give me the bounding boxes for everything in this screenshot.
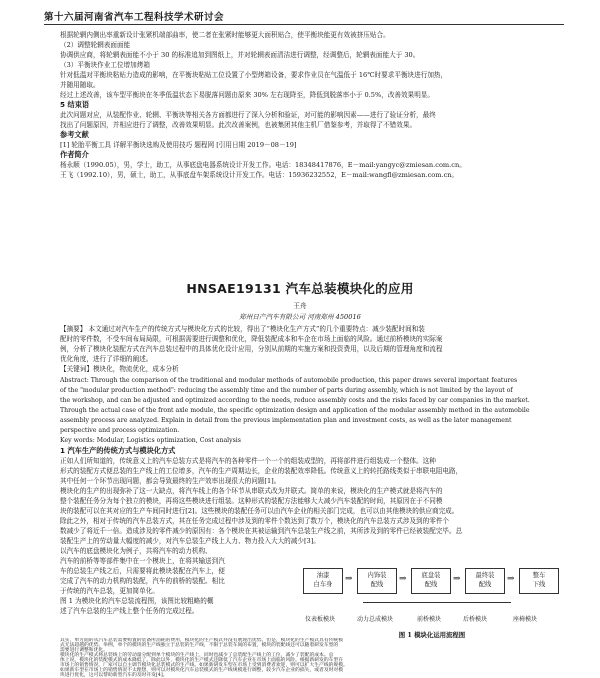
body-line: 汽车的前桥等等部件集中在一个模块上，在将其输送到汽 [60, 557, 225, 565]
flow-box-label: 最终装 配线 [475, 572, 495, 588]
prev-line: 针对低温对平衡块粘贴力造成的影响，在平衡块粘贴工位设置了小型烤箱设备，要求作业员在气温低于 16℃时要求平衡块进行加热， [60, 71, 448, 79]
abstract-en-line: of the "modular production method": reducing the assembly time and the number of parts during assembly, which is not limited by the layout of [60, 387, 513, 394]
flow-box-label: 整车 下线 [532, 572, 546, 588]
abstract-en-line: the workshop, and can be adjusted and optimized according to the needs, reduce assembly costs and the risks faced by car companies in the market. [60, 397, 530, 404]
article-title: HNSAE19131 汽车总装模块化的应用 [186, 281, 414, 296]
flow-arrow-icon: ⇒ [453, 574, 461, 584]
abstract-en-line: Through the actual case of the front axle module, the specific optimization design and application of the modular assembly method in the automobile [60, 407, 530, 414]
flow-arrow-icon: ⇒ [507, 574, 515, 584]
keywords-cn: 【关键词】模块化，物流优化，成本分析 [60, 365, 179, 373]
abstract-cn [60, 324, 554, 374]
conclusion-line: 找出了问题原因，并相应进行了调整，改善效果明显。此次改善案例，也被集团其他主机厂借鉴参考，并取得了不错效果。 [60, 121, 417, 129]
prev-line: （3）平衡块作业工位增加烤箱 [60, 61, 150, 69]
abstract-en-line: assembly process are analyzed. Explain in detail from the previous implementation plan and investment costs, as well as the later management [60, 417, 512, 424]
body-line: 其实，单方面的从汽车总装需要购置的装备所消耗的费用，模块化的生产模式并没有展现出优势。但是，模块化的生产模式具有传统模 [60, 638, 344, 643]
body-line: 体上说，模块化的装配模式的成本降低了。除此以外，模块化的生产模式还降低了汽车企业在市场上面临的风险。根据新研发的车型在 [60, 658, 344, 663]
flow-arrow-icon: ⇒ [399, 574, 407, 584]
module-label: 动力总成模块 [357, 616, 394, 623]
left-column-text [60, 546, 298, 616]
prev-line: （2）调整轮辋表面面能 [60, 41, 131, 49]
section-1 [60, 446, 554, 546]
running-header: 第十六届河南省汽车工程科技学术研讨会 [44, 12, 225, 23]
body-line: 模块化的生产的出现弥补了这一大缺点，将汽车线上的各个环节从串联式改为并联式。简单的来说，模块化的生产模式就是将汽车的 [60, 487, 443, 495]
abstract-cn-line: 配时的零件数，不受车间布局局限，可根据需要进行调整和优化，降低装配成本和车企在市场上面临的风险。通过前桥模块的实际案 [60, 335, 443, 343]
section-1-continued [60, 638, 554, 678]
flow-box-label: 油漆 白车身 [313, 572, 333, 588]
body-line: 图 1 为模块化的汽车总装流程图，该图比较粗略的概 [60, 597, 214, 605]
header-rule [44, 24, 564, 25]
prev-line: 并随用随取。 [60, 81, 100, 89]
flow-box-paint-body [303, 568, 343, 594]
prev-line: 经过上述改善，该车型平衡块在冬季低温状态下易脱落问题由原来 30% 左右现降至，降低到脱落率小于 0.5%，改善效果明显。 [60, 91, 434, 99]
abstract-cn-line: 优化角度，进行了详细的阐述。 [60, 355, 153, 363]
abstract-en-line: perspective and process optimization. [60, 427, 180, 434]
keywords-en: Key words: Modular, Logistics optimization, Cost analysis [60, 437, 241, 444]
reference-item: [1] 轮胎平衡工具 详解平衡块选购及使用技巧 题程网 [引用日期 2019－08－19] [60, 141, 297, 149]
prev-article-body [60, 30, 554, 180]
authors-heading: 作者简介 [60, 150, 89, 159]
module-label: 前桥模块 [417, 616, 442, 623]
references-heading: 参考文献 [60, 130, 89, 139]
body-line: 如果新车型在市场上的销售情况不太理想，则可以对模块化汽车总装模式的生产线规模进行调整，较少汽车企业的损失，或者及时对模 [60, 668, 344, 673]
body-line: 需要进行调整和优化。 [60, 648, 108, 653]
abstract-en-line: Abstract: Through the comparison of the traditional and modular methods of automobile production, this paper draws several important features [60, 377, 518, 384]
body-line: 整个装配任务分为每个独立的模块，再将这些模块进行组装。这种形式的装配方法能够大大减少汽车装配的时间，其原因在于不同模 [60, 497, 443, 505]
body-line: 除此之外，相对于传统的汽车总装方式，其在任务完成过程中涉及到的零件个数达到了数万个，模块化的汽车总装方式涉及到的零件个 [60, 517, 450, 525]
body-line: 正如人们所知道的，传统意义上的汽车总装方式是将汽车的各种零件一个一个的组装成型的，再将部件进行组装成一个整体。这种 [60, 457, 436, 465]
body-line: 以汽车的底盘模块化为例子，共将汽车的动力机构、 [60, 547, 212, 555]
module-label: 座椅模块 [513, 616, 538, 623]
figure-1 [303, 558, 561, 628]
body-line: 装配生产上的劳动量大幅度的减少，对汽车总装生产线上人力、物力投入大大的减少[3]。 [60, 537, 320, 545]
flow-box-interior-line [357, 568, 397, 594]
author-bio: 杨永顺（1990.05），男，学士，助工，从事底盘电器系统设计开发工作。电话：18348417876，E－mail:yangyc@zmiesan.com.cn。 [60, 161, 466, 169]
flow-box-label: 底盘装 配线 [421, 572, 441, 588]
flow-box-chassis-line [411, 568, 451, 594]
conclusion-line: 此次问题对应，从装配作业、轮辋、平衡块等相关各方面都进行了深入分析和验证，对可能的影响因素——进行了验证分析，最终 [60, 111, 436, 119]
module-feed-line [363, 602, 511, 603]
module-label: 仪表板模块 [305, 616, 336, 623]
body-line: 式无法超越的优势。举例，单个的模块的生产线独立于总装的生产线，不限于总装车间的布置，模块的装配线还可以随着研发车型的 [60, 643, 339, 648]
prev-line: 根据轮辋内侧出率重新设计张紧机端部曲率，使二者在张紧时能够更大面积贴合，使平衡块能更有效被挤压贴合。 [60, 31, 390, 39]
flow-arrow-icon: ⇒ [345, 574, 353, 584]
body-line: 块的装配可以在其对应的生产车间同时进行[2]。这些模块的装配任务可以由汽车企业的相关部门完成，也可以由其他模块的供应商完成。 [60, 507, 459, 515]
module-label: 后桥模块 [463, 616, 488, 623]
flow-box-label: 内饰装 配线 [367, 572, 387, 588]
body-line: 市场上的销售情况，厂家可以自主调节模块化总装模式的生产线。如果新研发车型在市场上受到消费者欢迎，则可以扩大生产线的规模。 [60, 663, 348, 668]
section-1-heading: 1 汽车生产的传统方式与模块化方式 [60, 446, 176, 455]
body-line: 数减少了将近千一倍。造成涉及的零件减少的原因有：各个模块在其被运输到汽车总装生产线之前，其所涉及到的零件已经被装配完毕。总 [60, 527, 463, 535]
flow-box-final-line [465, 568, 505, 594]
article-author: 王舟 [293, 302, 307, 310]
body-line: 模块化的生产模式将总装线上的劳动量分配到单个模块的生产线上，同时也减少了总装配生产线上的工位，减少了装配的成本。总 [60, 653, 334, 658]
body-line: 车的总装生产线之后，只需要将此模块装配在汽车上，便 [60, 567, 225, 575]
body-line: 形式的装配方式便总装的生产线上的工位增多，汽车的生产周期边长，企业的装配效率降低。传统意义上的转托路线类似于串联电阻电路， [60, 467, 463, 475]
figure-1-caption: 图 1 模块化运用流程图 [398, 631, 466, 639]
article-affiliation: 郑州日产汽车有限公司 河南郑州 450016 [239, 313, 361, 321]
body-line: 块进行优化，这可以帮助新型汽车的及时开发[4]。 [60, 673, 168, 678]
prev-line: 协调供应商，将轮辋表面能不小于 30 的标准追加到图纸上，并对轮辋表面清洁进行调整，经调整后，轮辋表面能大于 30。 [60, 51, 420, 59]
abstract-cn-line: 例，分析了模块化装配方式在汽车总装过程中的具体优化设计应用，分别从前期的实施方案和投资费用，以及后期的管理角度和流程 [60, 345, 443, 353]
author-bio: 王飞（1992.10），男，硕士，助工，从事底盘车架系统设计开发工作。电话：15936232552，E－mail:wangfl@zmiesan.com.cn。 [60, 171, 459, 179]
abstract-cn-line: 【摘要】 本文通过对汽车生产的传统方式与模块化方式的比较，得出了“模块化生产方式”的几个重要特点：减少装配时间和装 [60, 325, 425, 333]
conclusion-heading: 5 结束语 [60, 100, 90, 109]
body-line: 述了汽车总装的生产线上整个任务的完成过程。 [60, 607, 199, 615]
abstract-en [60, 376, 554, 446]
body-line: 其中任何一个环节出现问题，都会导致最终的生产效率出现很大的问题[1]。 [60, 477, 281, 485]
body-line: 完成了汽车的动力机构的装配，汽车的前桥的装配。相比 [60, 577, 225, 585]
flow-box-vehicle-offline [519, 568, 559, 594]
body-line: 于传统的汽车总装，更加简单化。 [60, 587, 159, 595]
